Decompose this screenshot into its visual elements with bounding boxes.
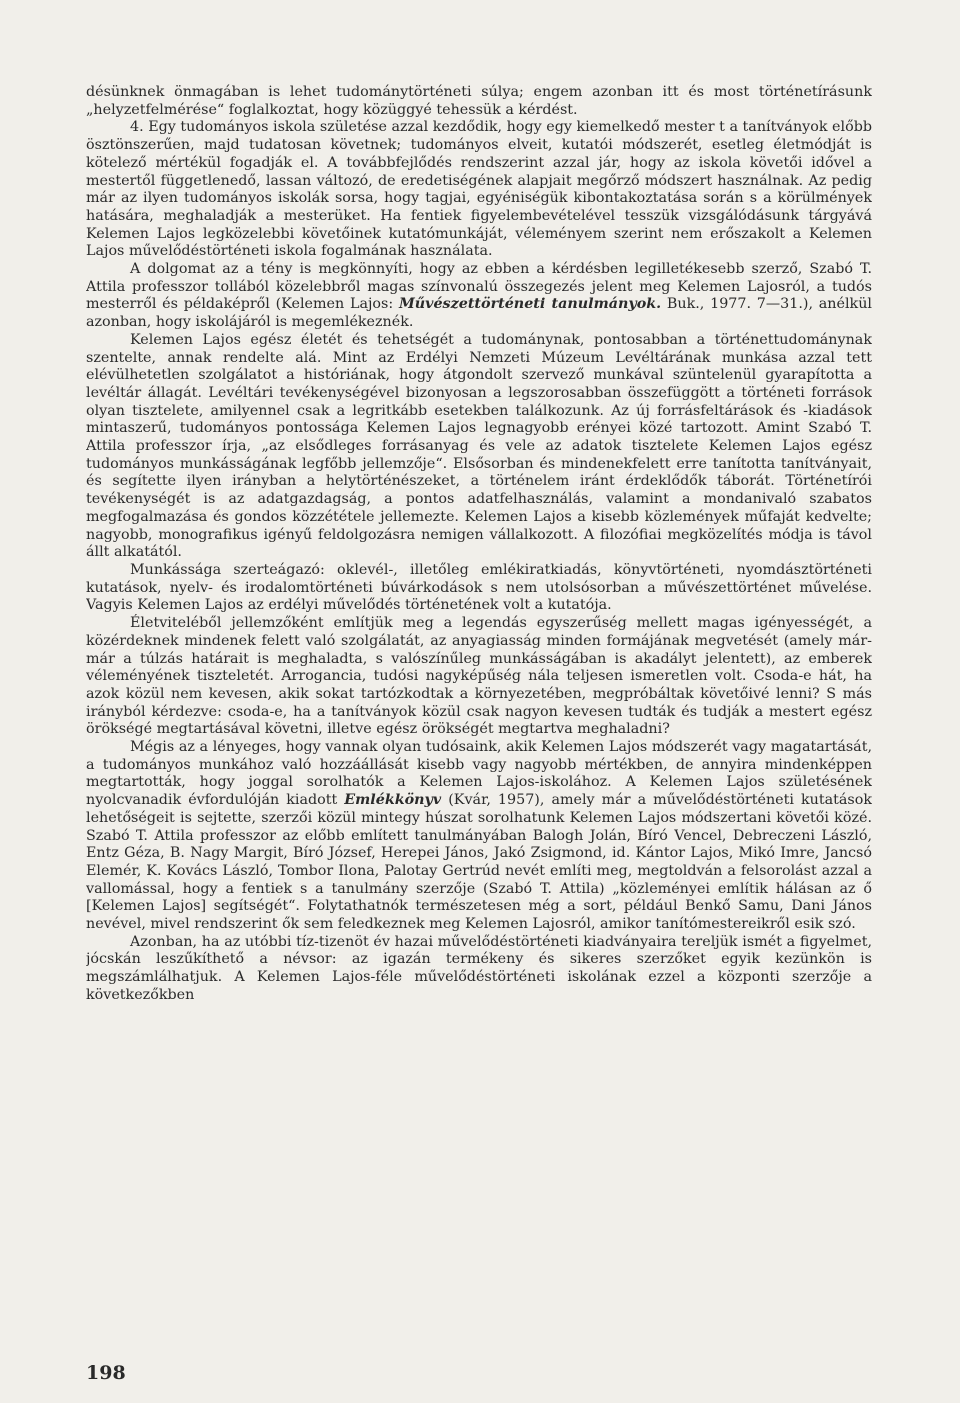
paragraph: [86, 562, 872, 615]
paragraph-text: Azonban, ha az utóbbi tíz-tizenöt év hazai művelődéstörténeti kiadványaira tereljük ismét a figyelmet, jócskán leszűkíthető a névsor: az igazán termékeny és sikeres szerzőket egyik kezünkön is megszámlálhatjuk. A Kelemen Lajos-féle művelődéstörténeti iskolának ezzel a központi szerzője a következőkben: [86, 933, 872, 1003]
paragraph: [86, 84, 872, 119]
italic-title: Emlékkönyv: [344, 792, 442, 809]
page-body-text: [86, 84, 872, 1324]
paragraph-text: Kelemen Lajos egész életét és tehetségét a tudománynak, pontosabban a történettudománynak szentelte, annak rendelte alá. Mint az Erdélyi Nemzeti Múzeum Levéltárának munkása azzal tett elévülhetetlen szolgálatot a históriának, hogy átgondolt szervező munkával szüntelenül gyarapította a levéltár állagát. Levéltári tevékenységével bizonyosan a legszorosabban összefüggött a történeti források olyan tisztelete, amilyennel csak a legritkább esetekben találkozunk. Az új forrásfeltárások és -kiadások mintaszerű, tudományos pontossága Kelemen Lajos legnagyobb erényei közé tartozott. Amint Szabó T. Attila professzor írja, „az elsődleges forrásanyag és vele az adatok tisztelete Kelemen Lajos egész tudományos munkásságának legfőbb jellemzője“. Elsősorban és mindenekfelett erre tanította tanítványait, és segítette ilyen irányban a helytörténészeket, a történelem iránt érdeklődők táborát. Történetírói tevékenységét is az adatgazdagság, a pontos adatfelhasználás, valamint a mondanivaló szabatos megfogalmazása és gondos közzététele jellemezte. Kelemen Lajos a kisebb közlemények műfaját kedvelte; nagyobb, monografikus igényű feldolgozásra nemigen vállalkozott. A filozófiai megközelítés módja is távol állt alkatától.: [86, 331, 872, 561]
paragraph-text: Munkássága szerteágazó: oklevél-, illetőleg emlékiratkiadás, könyvtörténeti, nyomdásztörténeti kutatások, nyelv- és irodalomtörténeti búvárkodások s nem utolsósorban a művészettörténet művelése. Vagyis Kelemen Lajos az erdélyi művelődés történetének volt a kutatója.: [86, 561, 872, 614]
italic-title: Művészettörténeti tanulmányok.: [398, 296, 662, 313]
paragraph: [86, 615, 872, 739]
page-number: 198: [86, 1362, 126, 1384]
paragraph-text: 4. Egy tudományos iskola születése azzal kezdődik, hogy egy kiemelkedő mester t a tanítványok előbb ösztönszerűen, majd tudatosan követnek; tudományos elveit, kutatói módszerét, esetleg életmódját is kötelező mértékül fogadják el. A továbbfejlődés rendszerint azzal jár, hogy az iskola követői idővel a mestertől függetlenedő, lassan változó, de eredetiségének alapjait megőrző módszert használnak. Az pedig már az ilyen tudományos iskolák sorsa, hogy tagjai, egyéniségük kibontakoztatása során s a körülmények hatására, meghaladják a mesterüket. Ha fentiek figyelembevételével tesszük vizsgálódásunk tárgyává Kelemen Lajos legközelebbi követőinek kutatómunkáját, véleményem szerint nem erőszakolt a Kelemen Lajos művelődéstörténeti iskola fogalmának használata.: [86, 119, 872, 260]
paragraph-text: Buk., 1977. 7—31.), anélkül azonban, hogy iskolájáról is megemlékeznék.: [86, 296, 872, 331]
paragraph: [86, 934, 872, 1005]
paragraph-text: (Kvár, 1957), amely már a művelődéstörténeti kutatások lehetőségeit is sejtette, szerzői közül mintegy húszat sorolhatunk Kelemen Lajos módszertani követői közé. Szabó T. Attila professzor az előbb említett tanulmányában Balogh Jolán, Bíró Vencel, Debreczeni László, Entz Géza, B. Nagy Margit, Bíró József, Herepei János, Jakó Zsigmond, id. Kántor Lajos, Mikó Imre, Jancsó Elemér, K. Kovács László, Tombor Ilona, Palotay Gertrúd nevét említi meg, megtoldván a felsorolást azzal a vallomással, hogy a fentiek s a tanulmány szerzője (Szabó T. Attila) „közleményei említik hálásan az ő [Kelemen Lajos] segítségét“. Folytathatnók természetesen még a sort, például Benkő Samu, Dani János nevével, mivel rendszerint ők sem feledkeznek meg Kelemen Lajosról, amikor tanítómestereikről esik szó.: [86, 792, 872, 933]
paragraph: [86, 739, 872, 934]
paragraph-text: A dolgomat az a tény is megkönnyíti, hogy az ebben a kérdésben legilletékesebb szerző, Szabó T. Attila professzor tollából közelebbről magas színvonalú összegezés jelent meg Kelemen Lajosról, a tudós mesterről és példaképről (Kelemen Lajos:: [86, 261, 872, 313]
paragraph: [86, 119, 872, 261]
paragraph-text: Mégis az a lényeges, hogy vannak olyan tudósaink, akik Kelemen Lajos módszerét vagy magatartását, a tudományos munkához való hozzáállását kisebb vagy nagyobb mértékben, de annyira mindenképpen megtartották, hogy joggal sorolhatók a Kelemen Lajos-iskolához. A Kelemen Lajos születésének nyolcvanadik évfordulóján kiadott: [86, 739, 872, 809]
paragraph-text: désünknek önmagában is lehet tudománytörténeti súlya; engem azonban itt és most történetírásunk „helyzetfelmérése“ foglalkoztat, hogy közüggyé tehessük a kérdést.: [86, 84, 872, 118]
paragraph: [86, 261, 872, 332]
paragraph-text: Életviteléből jellemzőként említjük meg a legendás egyszerűség mellett magas igényességét, a közérdeknek mindenek felett való szolgálatát, az anyagiasság minden formájának megvetését (amely már-már a túlzás határait is meghaladta, s valószínűleg munkásságában is akadályt jelentett), az emberek véleményének tiszteletét. Arrogancia, tudósi nagyképűség nála teljesen ismeretlen volt. Csoda-e hát, ha azok közül nem kevesen, akik sokat tartózkodtak a környezetében, megpróbáltak követőivé lenni? S más irányból kérdezve: csoda-e, ha a tanítványok közül csak nagyon kevesen tudták és tudják a mestert egész örökségé megtartásával követni, illetve egész örökségét megtartva meghaladni?: [86, 615, 872, 738]
paragraph: [86, 332, 872, 562]
